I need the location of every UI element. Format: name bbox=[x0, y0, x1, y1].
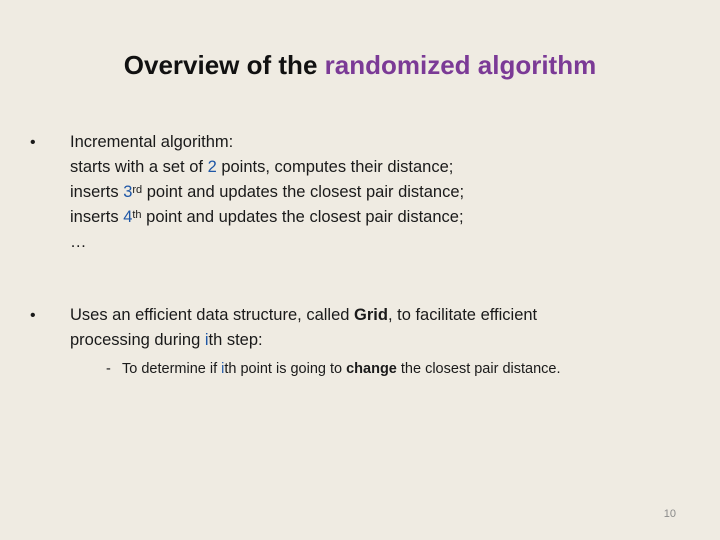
bold-term: Grid bbox=[354, 306, 388, 324]
title-accent: randomized algorithm bbox=[324, 50, 597, 80]
bullet-marker: • bbox=[30, 134, 36, 151]
bullet-grid bbox=[30, 303, 538, 353]
bold-term: change bbox=[346, 361, 397, 377]
ordinal-suffix: th bbox=[132, 209, 142, 221]
bullet-lines bbox=[70, 130, 464, 255]
bullet1-line4 bbox=[70, 205, 464, 230]
bullet1-line5-ellipsis: … bbox=[70, 233, 87, 251]
text-segment: th step: bbox=[208, 331, 263, 349]
page-number: 10 bbox=[663, 508, 676, 520]
bullet-lines bbox=[70, 303, 537, 353]
number-highlight: 2 bbox=[207, 158, 217, 176]
number-highlight: 4 bbox=[123, 208, 133, 226]
text-segment: the closest pair distance. bbox=[396, 361, 561, 377]
text-segment: To determine if bbox=[122, 361, 222, 377]
title-prefix: Overview of the bbox=[123, 50, 325, 80]
text-segment: , to facilitate efficient bbox=[387, 306, 538, 324]
slide-title bbox=[0, 50, 720, 81]
index-highlight: i bbox=[204, 331, 209, 349]
bullet2-line2 bbox=[70, 328, 537, 353]
text-segment: processing during bbox=[70, 331, 205, 349]
text-segment: point and updates the closest pair distance; bbox=[142, 183, 465, 201]
sub-bullet-determine bbox=[106, 358, 561, 380]
text-segment: inserts bbox=[70, 208, 124, 226]
text-segment: point and updates the closest pair distance; bbox=[141, 208, 464, 226]
text-segment: points, computes their distance; bbox=[216, 158, 454, 176]
bullet-marker: • bbox=[30, 307, 36, 324]
ordinal-suffix: rd bbox=[132, 184, 143, 196]
text-segment: starts with a set of bbox=[70, 158, 208, 176]
bullet1-line1: Incremental algorithm: bbox=[70, 133, 234, 151]
number-highlight: 3 bbox=[123, 183, 133, 201]
bullet2-line1 bbox=[70, 303, 537, 328]
bullet1-line3 bbox=[70, 180, 464, 205]
sub-bullet-marker: - bbox=[106, 361, 111, 377]
text-segment: inserts bbox=[70, 183, 124, 201]
index-highlight: i bbox=[221, 361, 225, 377]
text-segment: th point is going to bbox=[224, 361, 347, 377]
bullet1-line2 bbox=[70, 155, 464, 180]
text-segment: Uses an efficient data structure, called bbox=[70, 306, 355, 324]
bullet-incremental bbox=[30, 130, 465, 255]
